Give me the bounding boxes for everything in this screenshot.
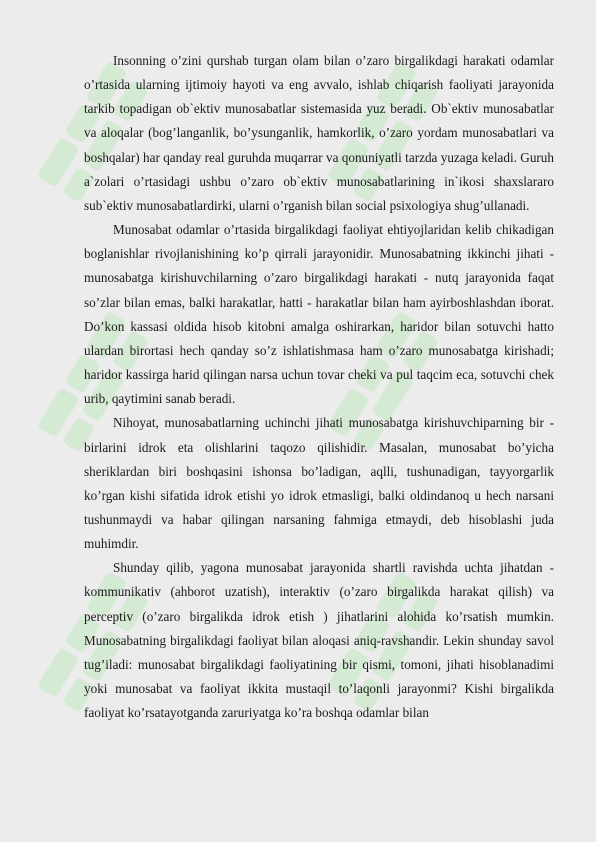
document-body (84, 49, 554, 725)
paragraph-1: Insonning o’zini qurshab turgan olam bilan o’zaro birgalikdagi harakati odamlar o’rtasida ularning ijtimoiy hayoti va eng avvalo, ishlab chiqarish faoliyati jarayonida tarkib topadigan ob`ektiv munosabatlar sistemasida yuz beradi. Ob`ektiv munosabatlar va aloqalar (bog’langanlik, bo’ysunganlik, hamkorlik, o’zaro yordam munosabatlari va boshqalar) har qanday real guruhda muqarrar va qonuniyatli tarzda yuzaga keladi. Guruh a`zolari o’rtasidagi ushbu o’zaro ob`ektiv munosabatlarining in`ikosi shaxslararo sub`ektiv munosabatlardirki, ularni o’rganish bilan social psixologiya shug’ullanadi. (84, 53, 554, 213)
paragraph-3: Nihoyat, munosabatlarning uchinchi jihati munosabatga kirishuvchiparning bir - birlarini idrok eta olishlarini taqozo qilishidir. Masalan, munosabat bo’yicha sheriklardan biri boshqasini ishonsa bo’ladigan, aqlli, tushunadigan, tayyorgarlik ko’rgan kishi sifatida idrok etishi yo idrok etmasligi, balki oldindanoq u hech narsani tushunmaydi va habar qilingan narsaning fahmiga etmaydi, deb hisoblashi juda muhimdir. (84, 415, 554, 552)
paragraph-4: Shunday qilib, yagona munosabat jarayonida shartli ravishda uchta jihatdan - kommunikativ (ahborot uzatish), interaktiv (o’zaro birgalikda harakat qilish) va perceptiv (o’zaro birgalikda idrok etish ) jihatlarini alohida ko’rsatish mumkin. Munosabatning birgalikdagi faoliyat bilan aloqasi aniq-ravshandir. Lekin shunday savol tug’iladi: munosabat birgalikdagi faoliyatining bir qismi, tomoni, jihati hisoblanadimi yoki munosabat va faoliyat ikkita mustaqil to’laqonli jarayonmi? Kishi birgalikda faoliyat ko’rsatayotganda zaruriyatga ko’ra boshqa odamlar bilan (84, 560, 554, 721)
paragraph-2: Munosabat odamlar o’rtasida birgalikdagi faoliyat ehtiyojlaridan kelib chikadigan boglanishlar rivojlanishining ko’p qirrali jarayonidir. Munosabatning ikkinchi jihati - munosabatga kirishuvchilarning o’zaro birgalikdagi harakati - nutq jarayonida faqat so’zlar bilan emas, balki harakatlar, hatti - harakatlar bilan ham ayirboshlashdan iborat. Do’kon kassasi oldida hisob kitobni amalga oshirarkan, haridor bilan sotuvchi hatto ulardan birortasi hech qanday so’z ishlatishmasa ham o’zaro munosabatga kirishadi; haridor kassirga harid qilingan narsa uchun tovar cheki va pul taqcim eca, sotuvchi chek urib, qaytimini sanab beradi. (84, 222, 554, 407)
